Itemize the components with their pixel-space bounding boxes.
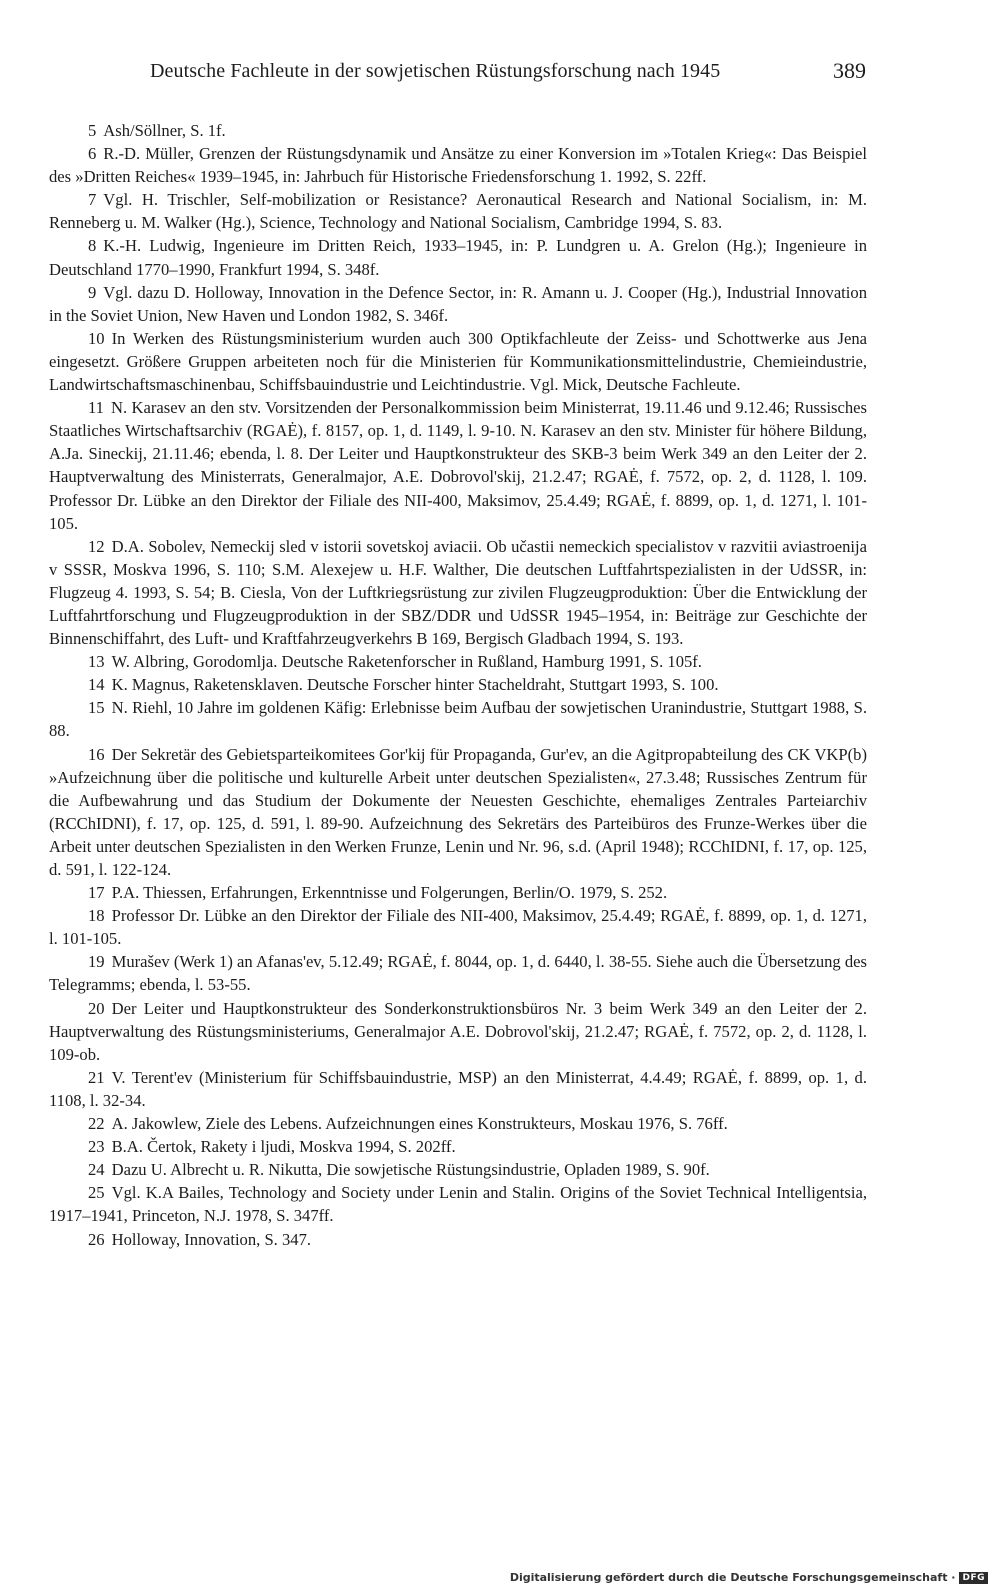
endnote-number: 10 — [88, 328, 105, 348]
endnote — [49, 743, 867, 882]
endnote — [49, 950, 867, 996]
endnote-number: 19 — [88, 952, 105, 972]
endnote — [49, 1158, 867, 1181]
endnote-number: 15 — [88, 698, 105, 718]
endnote-text: N. Riehl, 10 Jahre im goldenen Käfig: Erlebnisse beim Aufbau der sowjetischen Uranindustrie, Stuttgart 1988, S. 88. — [49, 698, 867, 741]
endnote-text: Dazu U. Albrecht u. R. Nikutta, Die sowjetische Rüstungsindustrie, Opladen 1989, S. 90f. — [111, 1160, 710, 1180]
endnote — [49, 904, 867, 950]
endnote — [49, 650, 867, 673]
endnote — [49, 327, 867, 396]
endnote-text: K.-H. Ludwig, Ingenieure im Dritten Reich, 1933–1945, in: P. Lundgren u. A. Grelon (Hg.); Ingenieure in Deutschland 1770–1990, Frankfurt 1994, S. 348f. — [49, 236, 867, 279]
endnote-text: A. Jakowlew, Ziele des Lebens. Aufzeichnungen eines Konstrukteurs, Moskau 1976, S. 76ff. — [111, 1114, 728, 1134]
endnote-number: 26 — [88, 1229, 105, 1249]
endnote-text: Der Sekretär des Gebietsparteikomitees Gor'kij für Propaganda, Gur'ev, an die Agitpropabteilung des CK VKP(b) »Aufzeichnung über die politische und kulturelle Arbeit unter deutschen Spezialisten«, 27.3.48; Russisches Zentrum für die Aufbewahrung und das Studium der Dokumente der Neuesten Geschichte, ehemaliges Zentrales Parteiarchiv (RCChIDNI), f. 17, op. 125, d. 591, l. 89-90. Aufzeichnung des Sekretärs des Parteibüros des Frunze-Werkes über die Arbeit unter deutschen Spezialisten in den Werken Frunze, Lenin und Nr. 96, s.d. (April 1948); RCChIDNI, f. 17, op. 125, d. 591, l. 122-124. — [49, 744, 867, 879]
endnote — [49, 119, 867, 142]
endnote-number: 25 — [88, 1183, 105, 1203]
endnote — [49, 997, 867, 1066]
endnote — [49, 696, 867, 742]
endnote-number: 7 — [88, 190, 97, 210]
endnote-number: 14 — [88, 675, 105, 695]
endnote-number: 6 — [88, 144, 97, 164]
endnotes-list — [49, 119, 867, 1251]
endnote-text: In Werken des Rüstungsministerium wurden auch 300 Optikfachleute der Zeiss- und Schottwerke aus Jena eingesetzt. Größere Gruppen arbeiteten noch für die Ministerien für Kommunikationsmittelindustrie, Chemieindustrie, Landwirtschaftsmaschinenbau, Schiffsbauindustrie und Leichtindustrie. Vgl. Mick, Deutsche Fachleute. — [49, 328, 867, 395]
endnote-number: 13 — [88, 652, 105, 672]
endnote-text: Professor Dr. Lübke an den Direktor der Filiale des NII-400, Maksimov, 25.4.49; RGAĖ, f. 8899, op. 1, d. 1271, l. 101-105. — [49, 906, 867, 949]
endnote — [49, 1228, 867, 1251]
endnote-number: 21 — [88, 1067, 105, 1087]
endnote-text: Vgl. K.A Bailes, Technology and Society under Lenin and Stalin. Origins of the Soviet Technical Intelligentsia, 1917–1941, Princeton, N.J. 1978, S. 347ff. — [49, 1183, 867, 1226]
footer-credit-text: Digitalisierung gefördert durch die Deutsche Forschungsgemeinschaft · — [509, 1571, 956, 1584]
endnote-number: 16 — [88, 744, 105, 764]
running-title: Deutsche Fachleute in der sowjetischen Rüstungsforschung nach 1945 — [150, 60, 721, 82]
endnote-text: N. Karasev an den stv. Vorsitzenden der Personalkommission beim Ministerrat, 19.11.46 und 9.12.46; Russisches Staatliches Wirtschaftsarchiv (RGAĖ), f. 8157, op. 1, d. 1149, l. 9-10. N. Karasev an den stv. Minister für höhere Bildung, A.Ja. Sineckij, 21.11.46; ebenda, l. 8. Der Leiter und Hauptkonstrukteur des SKB-3 beim Werk 349 an den Leiter der 2. Hauptverwaltung des Ministerrats, Generalmajor, A.E. Dobrovol'skij, 21.2.47; RGAĖ, f. 7572, op. 2, d. 1128, l. 109. Professor Dr. Lübke an den Direktor der Filiale des NII-400, Maksimov, 25.4.49; RGAĖ, f. 8899, op. 1, d. 1271, l. 101-105. — [49, 398, 867, 533]
running-header — [146, 60, 866, 94]
endnote-text: Der Leiter und Hauptkonstrukteur des Sonderkonstruktionsbüros Nr. 3 beim Werk 349 an den Leiter der 2. Hauptverwaltung des Rüstungsministeriums, Generalmajor A.E. Dobrovol'skij, 21.2.47; RGAĖ, f. 7572, op. 2, d. 1128, l. 109-ob. — [49, 998, 867, 1064]
endnote-text: B.A. Čertok, Rakety i ljudi, Moskva 1994, S. 202ff. — [111, 1137, 456, 1157]
endnote-text: Vgl. H. Trischler, Self-mobilization or Resistance? Aeronautical Research and National Socialism, in: M. Renneberg u. M. Walker (Hg.), Science, Technology and National Socialism, Cambridge 1994, S. 83. — [49, 190, 867, 233]
endnote-number: 9 — [88, 282, 97, 302]
endnote-number: 18 — [88, 906, 105, 926]
endnote-text: D.A. Sobolev, Nemeckij sled v istorii sovetskoj aviacii. Ob učastii nemeckich specialistov v razvitii aviastroenija v SSSR, Moskva 1996, S. 110; S.M. Alexejew u. H.F. Walther, Die deutschen Luftfahrtspezialisten in der UdSSR, in: Flugzeug 4. 1993, S. 54; B. Ciesla, Von der Luftkriegsrüstung zur zivilen Flugzeugproduktion: Über die Entwicklung der Luftfahrtforschung und Flugzeugproduktion in der SBZ/DDR und UdSSR 1945–1954, in: Beiträge zur Geschichte der Binnenschiffahrt, des Luft- und Kraftfahrzeugverkehrs B 169, Bergisch Gladbach 1994, S. 193. — [49, 536, 867, 649]
endnote-number: 12 — [88, 536, 105, 556]
dfg-logo: DFG — [959, 1572, 988, 1584]
endnote-number: 8 — [88, 236, 97, 256]
endnote-text: W. Albring, Gorodomlja. Deutsche Raketenforscher in Rußland, Hamburg 1991, S. 105f. — [111, 652, 702, 672]
footer-credit — [510, 1571, 988, 1584]
endnote — [49, 396, 867, 535]
endnote-text: Vgl. dazu D. Holloway, Innovation in the Defence Sector, in: R. Amann u. J. Cooper (Hg.), Industrial Innovation in the Soviet Union, New Haven und London 1982, S. 346f. — [49, 282, 867, 325]
endnote-text: R.-D. Müller, Grenzen der Rüstungsdynamik und Ansätze zu einer Konversion im »Totalen Krieg«: Das Beispiel des »Dritten Reiches« 1939–1945, in: Jahrbuch für Historische Friedensforschung 1. 1992, S. 22ff. — [49, 144, 867, 187]
endnote — [49, 188, 867, 234]
endnote — [49, 1112, 867, 1135]
endnote — [49, 281, 867, 327]
endnote-number: 5 — [88, 121, 97, 140]
endnote — [49, 1066, 867, 1112]
endnote — [49, 1135, 867, 1158]
endnote-text: V. Terent'ev (Ministerium für Schiffsbauindustrie, MSP) an den Ministerrat, 4.4.49; RGAĖ, f. 8899, op. 1, d. 1108, l. 32-34. — [49, 1067, 867, 1110]
endnote-number: 24 — [88, 1160, 105, 1180]
endnote — [49, 234, 867, 280]
endnote-text: P.A. Thiessen, Erfahrungen, Erkenntnisse und Folgerungen, Berlin/O. 1979, S. 252. — [111, 883, 668, 903]
endnote-number: 22 — [88, 1114, 105, 1134]
endnote-text: Ash/Söllner, S. 1f. — [103, 121, 226, 140]
endnote-number: 23 — [88, 1137, 105, 1157]
endnote-text: Holloway, Innovation, S. 347. — [111, 1229, 312, 1249]
endnote — [49, 142, 867, 188]
endnote-number: 11 — [88, 398, 104, 418]
endnote-text: Murašev (Werk 1) an Afanas'ev, 5.12.49; RGAĖ, f. 8044, op. 1, d. 6440, l. 38-55. Siehe auch die Übersetzung des Telegramms; ebenda, l. 53-55. — [49, 952, 867, 995]
endnote — [49, 1181, 867, 1227]
endnote — [49, 673, 867, 696]
page-number: 389 — [833, 58, 866, 83]
endnote-text: K. Magnus, Raketensklaven. Deutsche Forscher hinter Stacheldraht, Stuttgart 1993, S. 100. — [111, 675, 719, 695]
endnote-number: 17 — [88, 883, 105, 903]
endnote-number: 20 — [88, 998, 105, 1018]
endnote — [49, 535, 867, 650]
endnote — [49, 881, 867, 904]
